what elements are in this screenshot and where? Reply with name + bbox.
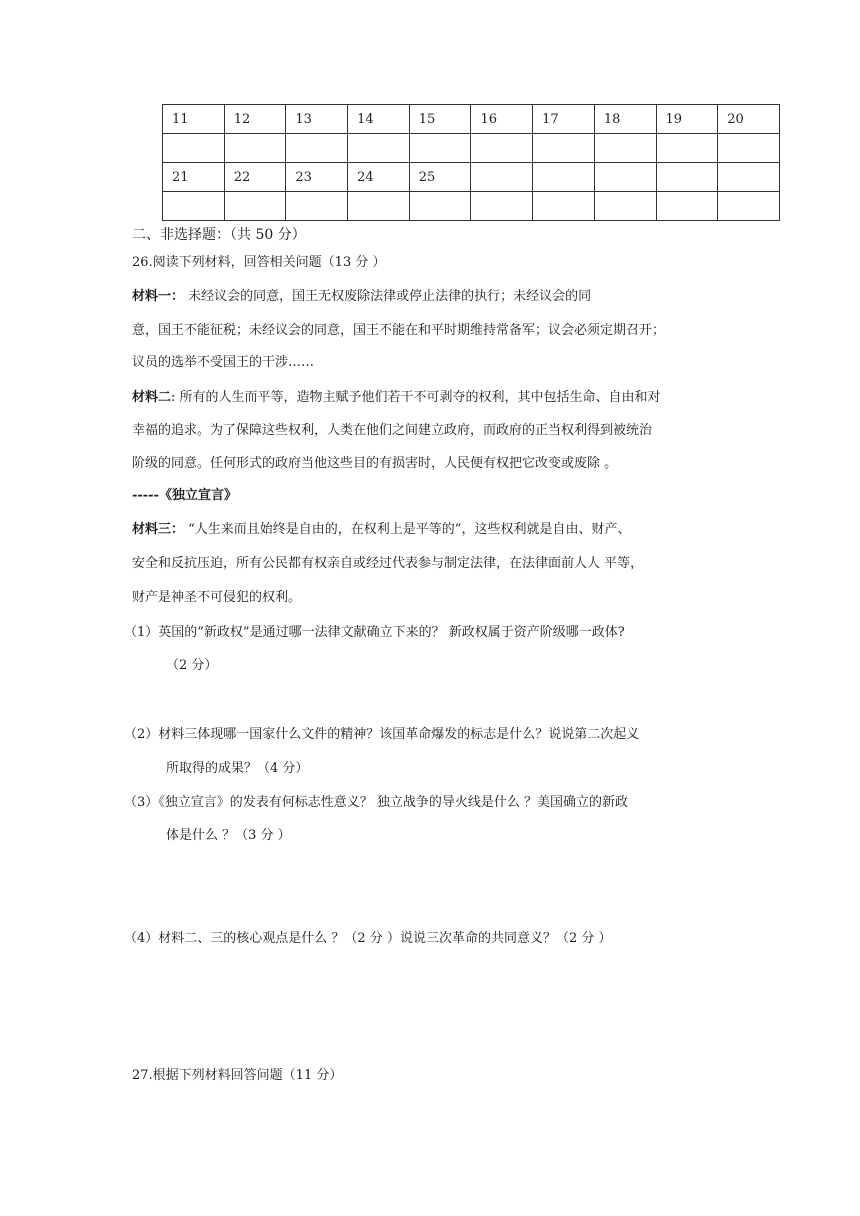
question-number-cell xyxy=(718,163,780,192)
answer-cell xyxy=(718,192,780,221)
answer-cell xyxy=(471,134,533,163)
answer-grid xyxy=(162,104,780,221)
answer-cell xyxy=(656,192,718,221)
material-2-line-3: 阶级的同意。任何形式的政府当他这些目的有损害时，人民便有权把它改变或废除 。 xyxy=(132,456,618,471)
question-number-cell: 13 xyxy=(286,105,348,134)
sub-question-1-line-2: （2 分） xyxy=(166,658,218,673)
material-2-line-1 xyxy=(132,391,661,404)
question-number-cell: 14 xyxy=(348,105,410,134)
material-2-source: -----《独立宣言》 xyxy=(132,488,237,503)
material-3-label: 材料三： xyxy=(132,522,185,537)
answer-cell xyxy=(471,192,533,221)
material-1-label: 材料一： xyxy=(132,289,185,304)
sub-question-3-line-2: 体是什么 ？（3 分 ） xyxy=(166,828,291,843)
answer-cell xyxy=(286,134,348,163)
answer-cell xyxy=(594,134,656,163)
answer-cell xyxy=(656,134,718,163)
question-number-cell xyxy=(594,163,656,192)
question-number-cell xyxy=(656,163,718,192)
answer-cell xyxy=(409,134,471,163)
material-1-line-3: 议员的选举不受国王的干涉…… xyxy=(132,355,315,370)
answer-grid-row xyxy=(163,134,780,163)
sub-question-2-line-2: 所取得的成果？（4 分） xyxy=(166,761,309,776)
sub-question-4: （4）材料二、三的核心观点是什么 ？（2 分 ）说说三次革命的共同意义？（2 分 ） xyxy=(124,931,612,946)
section-heading: 二、非选择题：（共 50 分） xyxy=(132,227,306,243)
question-number-cell: 20 xyxy=(718,105,780,134)
answer-grid-row xyxy=(163,163,780,192)
question-number-cell: 17 xyxy=(533,105,595,134)
answer-cell xyxy=(286,192,348,221)
material-1-text: 未经议会的同意，国王无权废除法律或停止法律的执行；未经议会的同 xyxy=(184,289,592,304)
material-3-text: “人生来而且始终是自由的，在权利上是平等的”，这些权利就是自由、财产、 xyxy=(184,522,631,537)
answer-cell xyxy=(163,192,225,221)
question-number-cell: 21 xyxy=(163,163,225,192)
answer-cell xyxy=(348,192,410,221)
material-3-line-3: 财产是神圣不可侵犯的权利。 xyxy=(132,590,302,605)
question-number-cell: 11 xyxy=(163,105,225,134)
answer-cell xyxy=(594,192,656,221)
question-number-cell xyxy=(533,163,595,192)
question-27-prompt: 27.根据下列材料回答问题（11 分） xyxy=(132,1068,343,1083)
question-number-cell: 18 xyxy=(594,105,656,134)
material-2-text: : 所有的人生而平等，造物主赋予他们若干不可剥夺的权利，其中包括生命、自由和对 xyxy=(171,390,661,405)
question-number-cell: 22 xyxy=(224,163,286,192)
question-number-cell: 12 xyxy=(224,105,286,134)
answer-cell xyxy=(533,134,595,163)
answer-cell xyxy=(163,134,225,163)
question-number-cell: 24 xyxy=(348,163,410,192)
answer-grid-row xyxy=(163,105,780,134)
question-number-cell: 25 xyxy=(409,163,471,192)
sub-question-2-line-1: （2）材料三体现哪一国家什么文件的精神？该国革命爆发的标志是什么？说说第二次起义 xyxy=(124,727,640,742)
question-number-cell: 16 xyxy=(471,105,533,134)
sub-question-3-line-1: （3）《独立宣言》的发表有何标志性意义？ 独立战争的导火线是什么 ？美国确立的新政 xyxy=(124,795,629,810)
material-1-line-1 xyxy=(132,290,591,303)
question-number-cell xyxy=(471,163,533,192)
material-1-line-2: 意，国王不能征税；未经议会的同意，国王不能在和平时期维持常备军；议会必须定期召开； xyxy=(132,323,666,338)
answer-grid-row xyxy=(163,192,780,221)
material-3-line-1 xyxy=(132,523,630,536)
answer-cell xyxy=(533,192,595,221)
material-2-label: 材料二 xyxy=(132,390,172,405)
question-number-cell: 15 xyxy=(409,105,471,134)
answer-cell xyxy=(224,192,286,221)
answer-cell xyxy=(718,134,780,163)
material-2-line-2: 幸福的追求。为了保障这些权利，人类在他们之间建立政府，而政府的正当权利得到被统治 xyxy=(132,423,653,438)
answer-cell xyxy=(224,134,286,163)
sub-question-1-line-1: （1）英国的”新政权”是通过哪一法律文献确立下来的？ 新政权属于资产阶级哪一政体? xyxy=(124,625,625,640)
question-number-cell: 19 xyxy=(656,105,718,134)
question-26-prompt: 26.阅读下列材料，回答相关问题（13 分 ） xyxy=(132,255,386,270)
answer-cell xyxy=(348,134,410,163)
answer-cell xyxy=(409,192,471,221)
material-3-line-2: 安全和反抗压迫，所有公民都有权亲自或经过代表参与制定法律，在法律面前人人 平等， xyxy=(132,556,644,571)
question-number-cell: 23 xyxy=(286,163,348,192)
